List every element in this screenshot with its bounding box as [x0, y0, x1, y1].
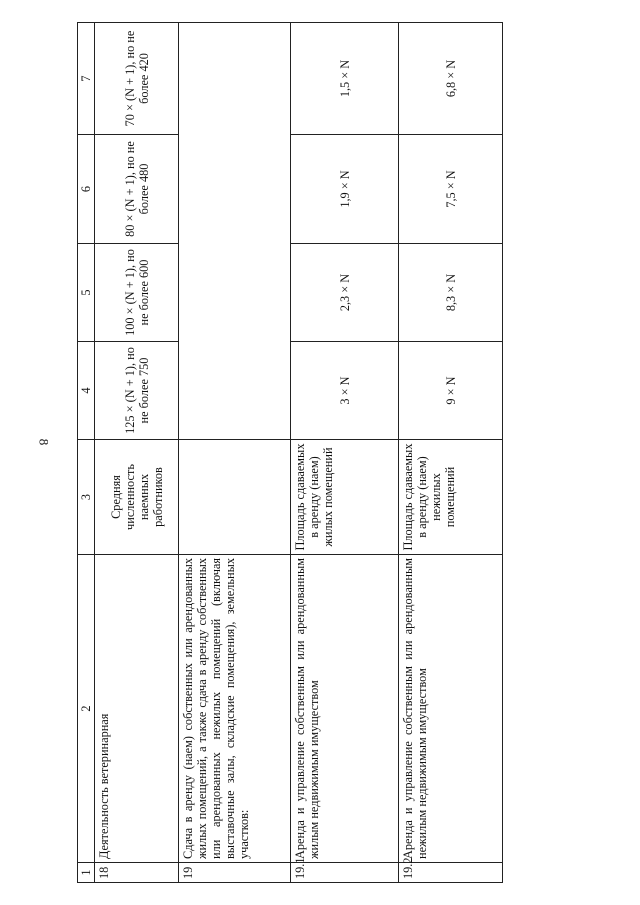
- indicator-cell: Площадь сдаваемых в аренду (наем) жилых помещений: [291, 440, 399, 555]
- value-cell-4: 9 × N: [399, 342, 503, 440]
- indicator-cell: Средняя численность наемных работников: [95, 440, 179, 555]
- table-row: [95, 23, 179, 883]
- table-row: [179, 23, 291, 883]
- header-row: [78, 23, 95, 883]
- page-number: 8: [36, 438, 52, 446]
- indicator-cell: Площадь сдаваемых в аренду (наем) нежилых помещений: [399, 440, 503, 555]
- col-header-2: 2: [78, 555, 95, 863]
- activity-cell: Деятельность ветеринарная: [95, 555, 179, 863]
- rotated-table-container: [77, 23, 617, 883]
- value-cell-6: 1,9 × N: [291, 135, 399, 244]
- value-cell-4: 125 × (N + 1), но не более 750: [95, 342, 179, 440]
- row-number: 19.2: [399, 863, 503, 883]
- activity-cell: Сдача в аренду (наем) собственных или арендованных жилых помещений, а также сдача в аренду собственных или арендованных нежилых помещений (включая выставочные залы, складские помещения), земельных участков:: [179, 555, 291, 863]
- col-header-6: 6: [78, 135, 95, 244]
- value-cell-5: 100 × (N + 1), но не более 600: [95, 244, 179, 342]
- value-cell-7: 6,8 × N: [399, 23, 503, 135]
- tariff-table: [77, 22, 503, 883]
- empty-cell: [179, 440, 291, 555]
- row-number: 19.1: [291, 863, 399, 883]
- activity-cell: Аренда и управление собственным или арендованным нежилым недвижимым имуществом: [399, 555, 503, 863]
- col-header-7: 7: [78, 23, 95, 135]
- empty-merged-cell: [179, 23, 291, 440]
- value-cell-5: 8,3 × N: [399, 244, 503, 342]
- value-cell-4: 3 × N: [291, 342, 399, 440]
- row-number: 19: [179, 863, 291, 883]
- value-cell-6: 7,5 × N: [399, 135, 503, 244]
- table-row: [399, 23, 503, 883]
- value-cell-7: 70 × (N + 1), но не более 420: [95, 23, 179, 135]
- col-header-5: 5: [78, 244, 95, 342]
- value-cell-6: 80 × (N + 1), но не более 480: [95, 135, 179, 244]
- col-header-3: 3: [78, 440, 95, 555]
- value-cell-5: 2,3 × N: [291, 244, 399, 342]
- col-header-4: 4: [78, 342, 95, 440]
- activity-cell: Аренда и управление собственным или арендованным жилым недвижимым имуществом: [291, 555, 399, 863]
- row-number: 18: [95, 863, 179, 883]
- table-row: [291, 23, 399, 883]
- value-cell-7: 1,5 × N: [291, 23, 399, 135]
- col-header-1: 1: [78, 863, 95, 883]
